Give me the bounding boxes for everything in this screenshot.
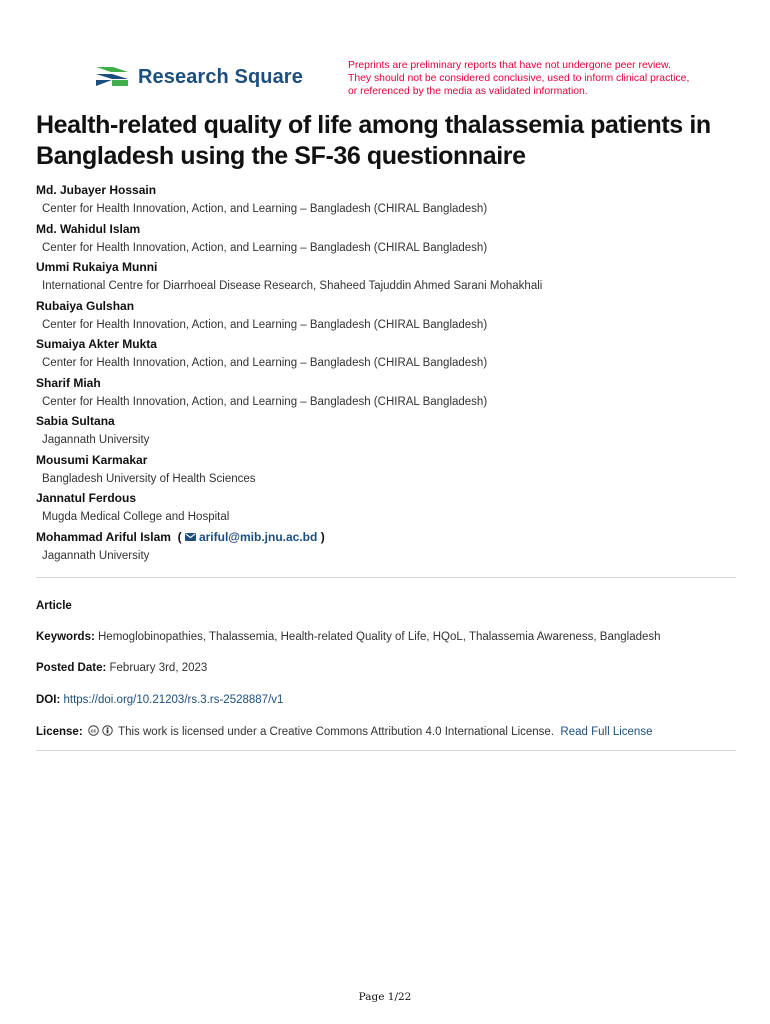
article-type: Article xyxy=(36,600,72,612)
author-entry xyxy=(36,336,736,375)
author-name: Mohammad Ariful Islam xyxy=(36,529,171,544)
keywords xyxy=(36,629,736,645)
author-name: Sabia Sultana xyxy=(36,414,115,428)
author-affiliation: Center for Health Innovation, Action, and Learning – Bangladesh (CHIRAL Bangladesh) xyxy=(42,203,488,215)
notice-line: They should not be considered conclusive, used to inform clinical practice, xyxy=(348,73,690,84)
email-paren-close: ) xyxy=(320,529,325,544)
envelope-icon xyxy=(185,533,196,541)
author-affiliation: Bangladesh University of Health Sciences xyxy=(42,472,256,485)
divider xyxy=(36,750,736,751)
author-affiliation: Center for Health Innovation, Action, and Learning – Bangladesh (CHIRAL Bangladesh) xyxy=(42,357,488,369)
author-name: Sumaiya Akter Mukta xyxy=(36,337,157,351)
page-number: Page 1/22 xyxy=(358,991,412,1003)
license-label: License: xyxy=(36,726,83,739)
author-email-link[interactable]: ariful@mib.jnu.ac.bd xyxy=(198,529,318,544)
author-name: Md. Jubayer Hossain xyxy=(36,183,157,197)
author-entry xyxy=(36,413,736,452)
logo-wordmark: Research Square xyxy=(138,65,303,88)
notice-line: Preprints are preliminary reports that have not undergone peer review. xyxy=(348,60,671,71)
posted-date xyxy=(36,660,736,676)
posted-date-value: February 3rd, 2023 xyxy=(109,662,208,674)
author-entry xyxy=(36,452,736,491)
read-full-license-link[interactable]: Read Full License xyxy=(560,726,653,739)
svg-text:cc: cc xyxy=(90,728,97,735)
author-entry xyxy=(36,298,736,337)
doi xyxy=(36,692,736,708)
creative-commons-icon xyxy=(88,725,99,736)
doi-label: DOI: xyxy=(36,694,61,706)
paper-title: Health-related quality of life among thalassemia patients in Bangladesh using the SF-36 questionnaire xyxy=(36,111,711,170)
preprint-notice xyxy=(348,59,728,98)
research-square-logo[interactable] xyxy=(94,63,303,91)
keywords-label: Keywords: xyxy=(36,631,95,643)
corresponding-author-name xyxy=(36,529,736,548)
author-affiliation: Jagannath University xyxy=(42,434,150,446)
author-affiliation: Center for Health Innovation, Action, and Learning – Bangladesh (CHIRAL Bangladesh) xyxy=(42,318,488,331)
notice-line: or referenced by the media as validated information. xyxy=(348,86,588,97)
license xyxy=(36,724,736,740)
author-name: Sharif Miah xyxy=(36,375,101,390)
research-square-mark-icon xyxy=(94,63,130,91)
doi-link[interactable]: https://doi.org/10.21203/rs.3.rs-2528887/v1 xyxy=(63,694,284,706)
divider xyxy=(36,577,736,578)
author-entry xyxy=(36,221,736,260)
author-entry xyxy=(36,182,736,221)
author-affiliation: Center for Health Innovation, Action, and Learning – Bangladesh (CHIRAL Bangladesh) xyxy=(42,241,488,254)
keywords-value: Hemoglobinopathies, Thalassemia, Health-related Quality of Life, HQoL, Thalassemia Awareness, Bangladesh xyxy=(98,631,661,643)
author-entry xyxy=(36,490,736,529)
author-entry xyxy=(36,529,736,568)
author-affiliation: International Centre for Diarrhoeal Disease Research, Shaheed Tajuddin Ahmed Sarani Mohakhali xyxy=(42,280,543,292)
author-name: Rubaiya Gulshan xyxy=(36,298,135,313)
author-name: Jannatul Ferdous xyxy=(36,491,137,505)
license-text: This work is licensed under a Creative Commons Attribution 4.0 International License. xyxy=(118,726,555,739)
license-icons xyxy=(88,724,113,740)
author-affiliation: Center for Health Innovation, Action, and Learning – Bangladesh (CHIRAL Bangladesh) xyxy=(42,395,488,408)
author-list xyxy=(36,182,736,567)
attribution-icon xyxy=(102,725,113,736)
author-name: Md. Wahidul Islam xyxy=(36,221,141,236)
author-entry xyxy=(36,259,736,298)
author-name: Ummi Rukaiya Munni xyxy=(36,260,158,274)
posted-date-label: Posted Date: xyxy=(36,662,107,674)
author-affiliation: Mugda Medical College and Hospital xyxy=(42,511,230,523)
email-paren-open: ( xyxy=(174,529,182,544)
author-name: Mousumi Karmakar xyxy=(36,452,148,467)
author-affiliation: Jagannath University xyxy=(42,549,150,562)
author-entry xyxy=(36,375,736,414)
